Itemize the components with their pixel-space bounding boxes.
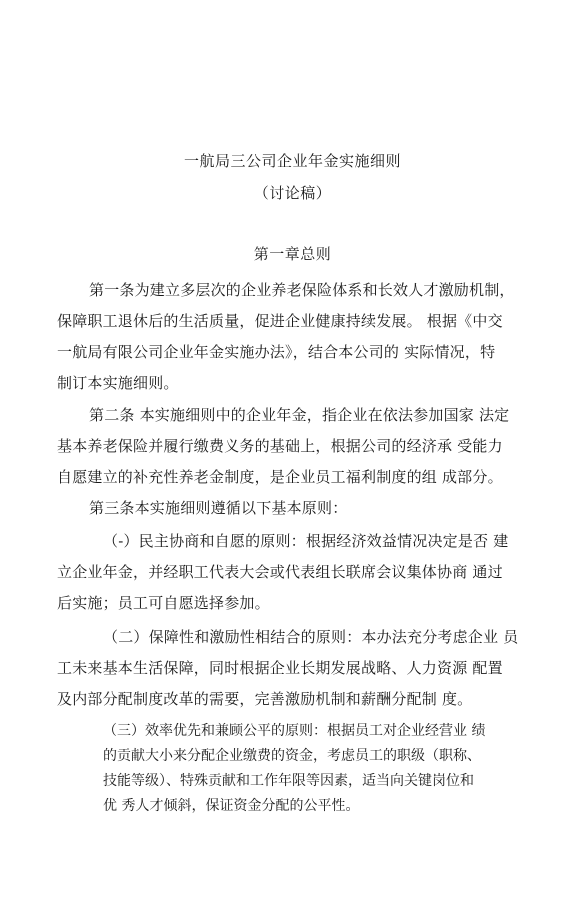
- article1-line: 第一条为建立多层次的企业养老保险体系和长效人才激励机制，: [89, 281, 515, 299]
- document-title: 一航局三公司企业年金实施细则: [183, 152, 401, 170]
- principle3-line: 的贡献大小来分配企业缴费的资金，考虑员工的职级（职称、: [103, 748, 481, 764]
- article2-line: 自愿建立的补充性养老金制度，是企业员工福利制度的组 成部分。: [57, 468, 503, 486]
- principle1-line: 立企业年金，并经职工代表大会或代表组长联席会议集体协商 通过: [57, 563, 503, 581]
- principle3-line: （三）效率优先和兼顾公平的原则：根据员工对企业经营业 绩: [103, 723, 486, 739]
- article2-line: 第二条 本实施细则中的企业年金，指企业在依法参加国家 法定: [89, 406, 510, 424]
- principle3-line: 优 秀人才倾斜，保证资金分配的公平性。: [103, 798, 360, 814]
- article1-line: 一航局有限公司企业年金实施办法》，结合本公司的 实际情况，特: [57, 343, 496, 361]
- principle1-line: （-）民主协商和自愿的原则：根据经济效益情况决定是否 建: [103, 532, 509, 550]
- principle2-line: （二）保障性和激励性相结合的原则：本办法充分考虑企业 员: [103, 628, 519, 646]
- document-subtitle: （讨论稿）: [253, 184, 332, 202]
- principle2-line: 工未来基本生活保障，同时根据企业长期发展战略、人力资源 配置: [57, 659, 503, 677]
- article1-line: 制订本实施细则。: [57, 374, 179, 392]
- article2-line: 基本养老保险并履行缴费义务的基础上，根据公司的经济承 受能力: [57, 437, 503, 455]
- principle3-line: 技能等级）、特殊贡献和工作年限等因素，适当向关键岗位和: [103, 773, 474, 789]
- article3-line: 第三条本实施细则遵循以下基本原则：: [89, 499, 348, 517]
- principle2-line: 及内部分配制度改革的需要，完善激励机制和薪酬分配制 度。: [57, 690, 473, 708]
- principle1-line: 后实施；员工可自愿选择参加。: [57, 594, 270, 612]
- article1-line: 保障职工退休后的生活质量，促进企业健康持续发展。 根据《中交: [57, 312, 503, 330]
- chapter-heading: 第一章总则: [253, 245, 332, 263]
